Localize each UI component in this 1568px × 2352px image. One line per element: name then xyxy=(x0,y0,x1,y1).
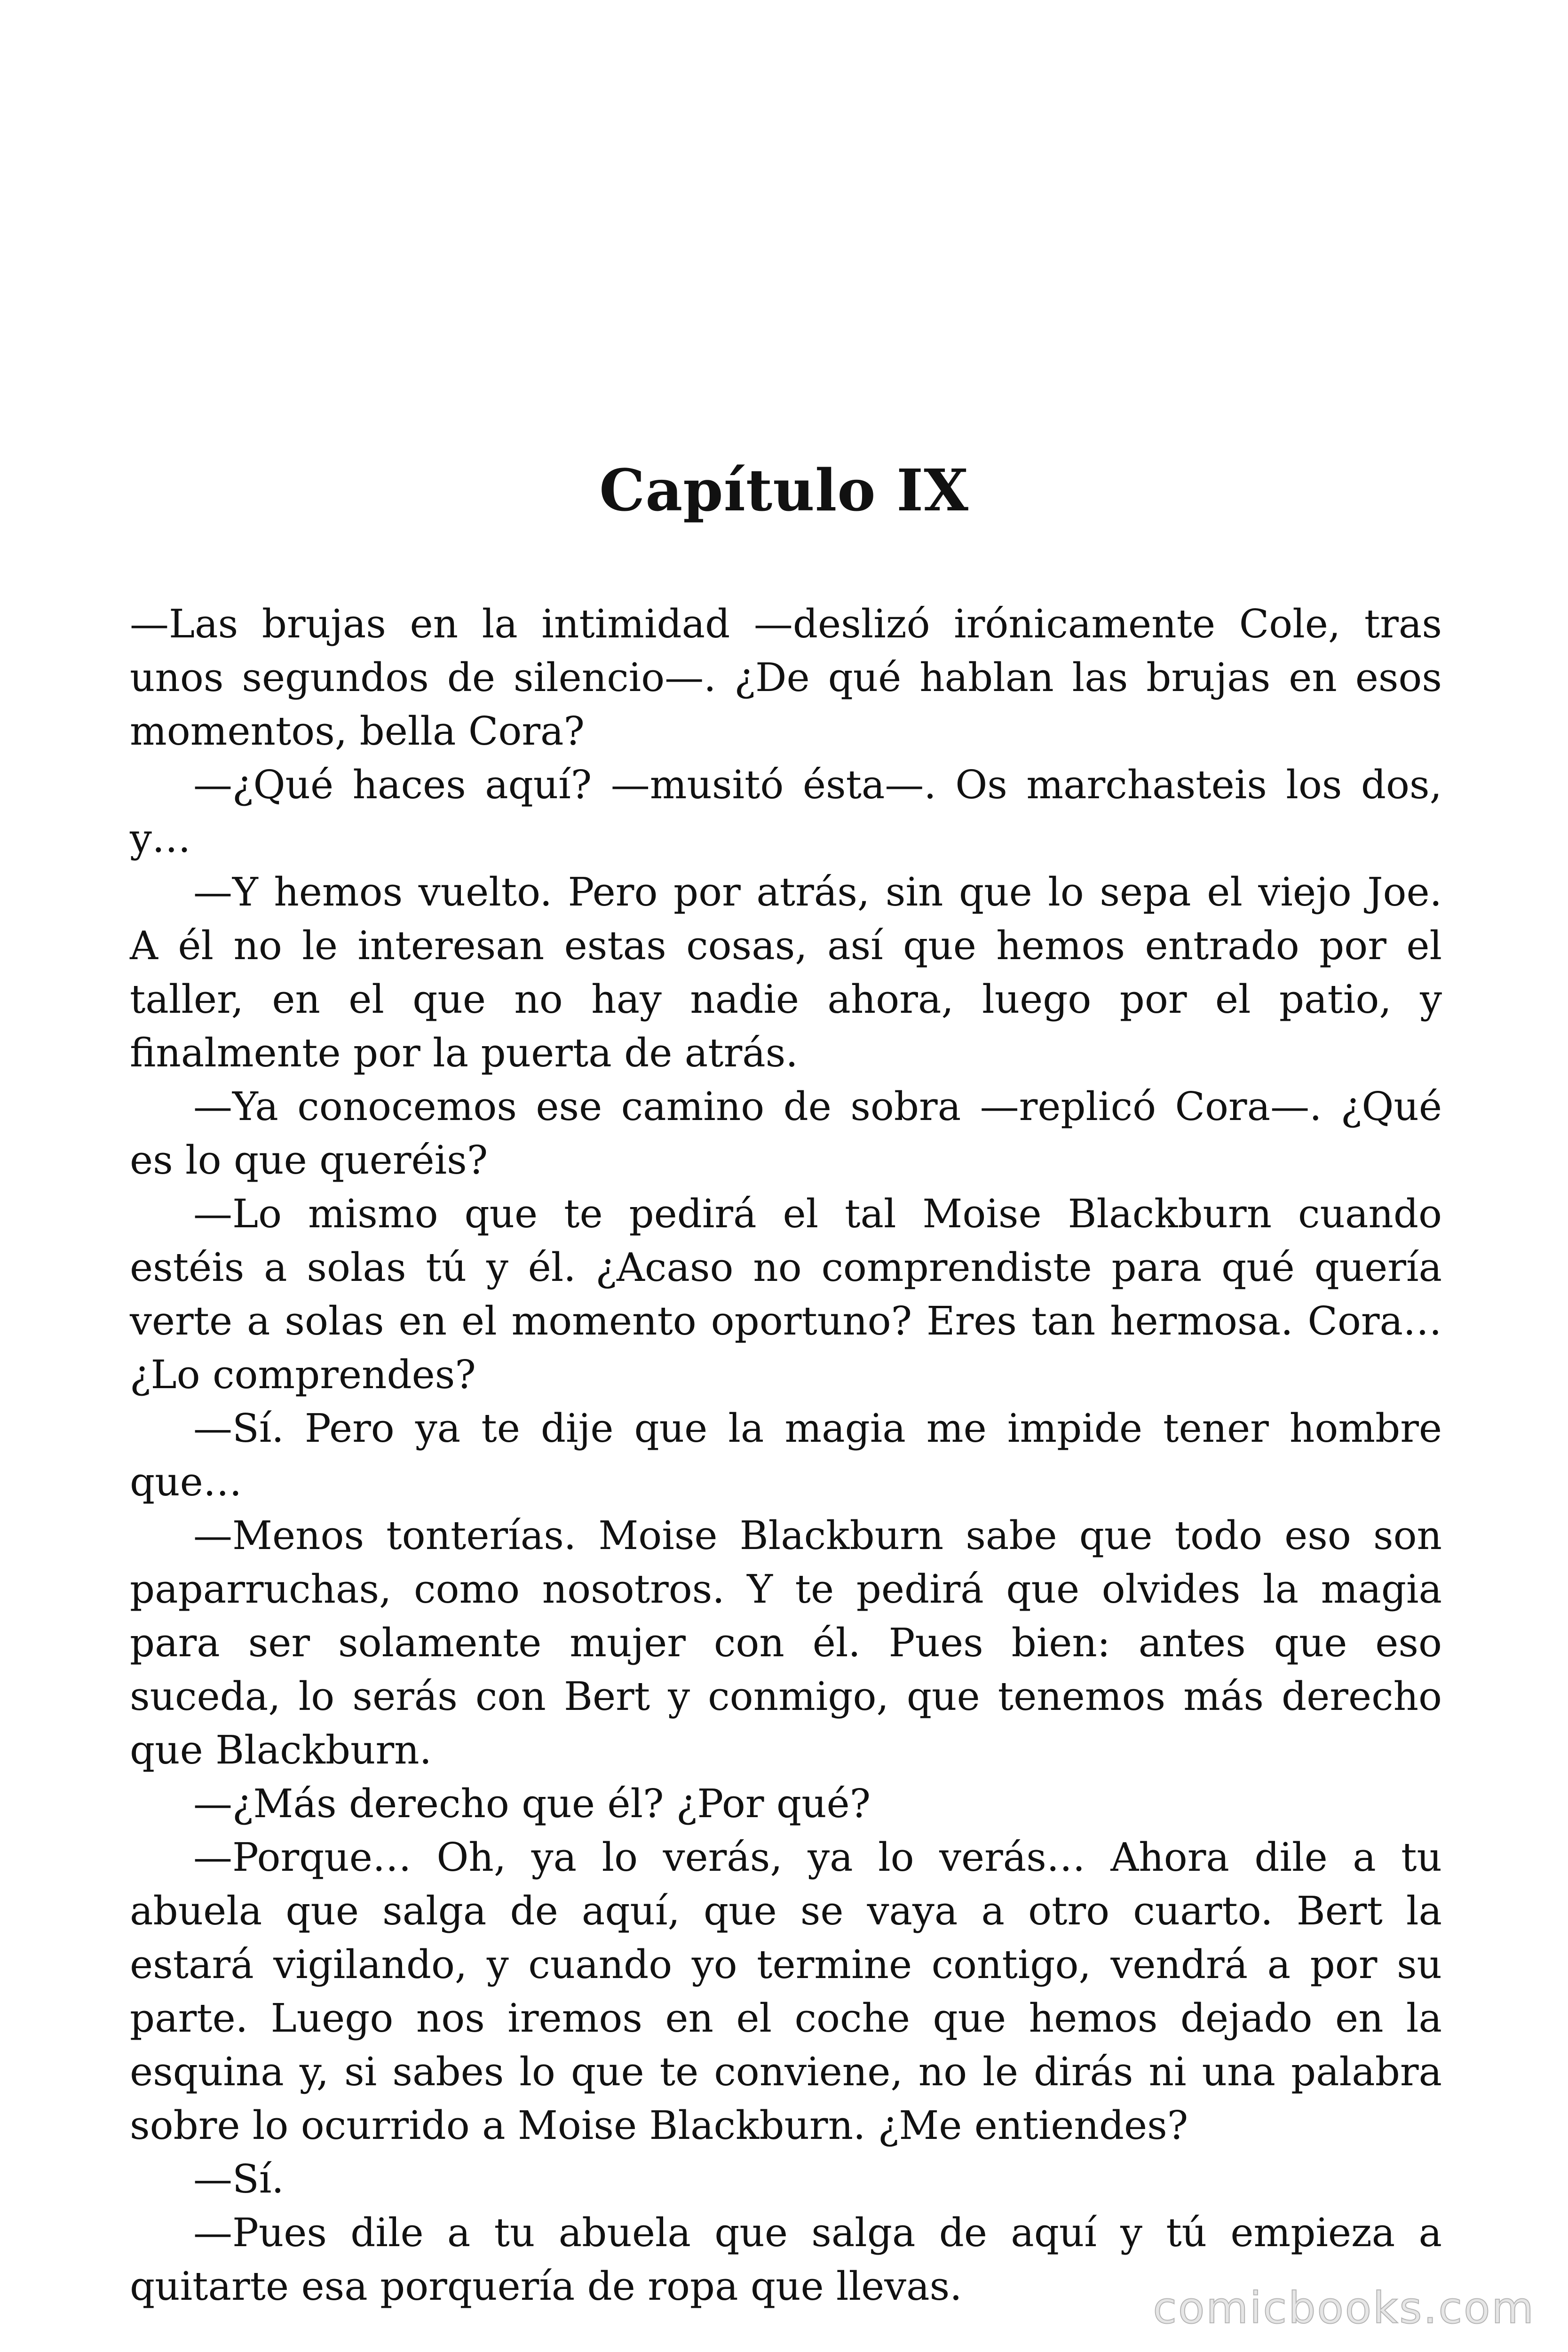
chapter-body xyxy=(130,597,1442,2313)
paragraph: —Pues dile a tu abuela que salga de aquí y tú empieza a quitarte esa porquería de ropa que llevas. xyxy=(130,2210,1442,2309)
watermark-logo: comicbooks.com xyxy=(1153,2283,1535,2333)
paragraph: —Sí. Pero ya te dije que la magia me impide tener hombre que… xyxy=(130,1406,1442,1505)
paragraph: —Sí. xyxy=(193,2156,284,2202)
paragraph: —Ya conocemos ese camino de sobra —replicó Cora—. ¿Qué es lo que queréis? xyxy=(130,1084,1442,1183)
paragraph: —Porque… Oh, ya lo verás, ya lo verás… Ahora dile a tu abuela que salga de aquí, que se vaya a otro cuarto. Bert la estará vigilando, y cuando yo termine contigo, vendrá a por su parte. Luego nos iremos en el coche que hemos dejado en la esquina y, si sabes lo que te conviene, no le dirás ni una palabra sobre lo ocurrido a Moise Blackburn. ¿Me entiendes? xyxy=(130,1835,1442,2148)
paragraph: —¿Qué haces aquí? —musitó ésta—. Os marchasteis los dos, y… xyxy=(130,762,1442,861)
paragraph: —Y hemos vuelto. Pero por atrás, sin que lo sepa el viejo Joe. A él no le interesan estas cosas, así que hemos entrado por el taller, en el que no hay nadie ahora, luego por el patio, y finalmente por la puerta de atrás. xyxy=(130,869,1442,1076)
chapter-title: Capítulo IX xyxy=(599,456,969,524)
paragraph: —Lo mismo que te pedirá el tal Moise Blackburn cuando estéis a solas tú y él. ¿Acaso no comprendiste para qué quería verte a solas en el momento oportuno? Eres tan hermosa. Cora… ¿Lo comprendes? xyxy=(130,1191,1442,1398)
paragraph: —¿Más derecho que él? ¿Por qué? xyxy=(193,1781,871,1827)
paragraph: —Las brujas en la intimidad —deslizó irónicamente Cole, tras unos segundos de silencio—. ¿De qué hablan las brujas en esos momentos, bella Cora? xyxy=(130,601,1442,754)
paragraph: —Menos tonterías. Moise Blackburn sabe que todo eso son paparruchas, como nosotros. Y te pedirá que olvides la magia para ser solamente mujer con él. Pues bien: antes que eso suceda, lo serás con Bert y conmigo, que tenemos más derecho que Blackburn. xyxy=(130,1513,1442,1773)
